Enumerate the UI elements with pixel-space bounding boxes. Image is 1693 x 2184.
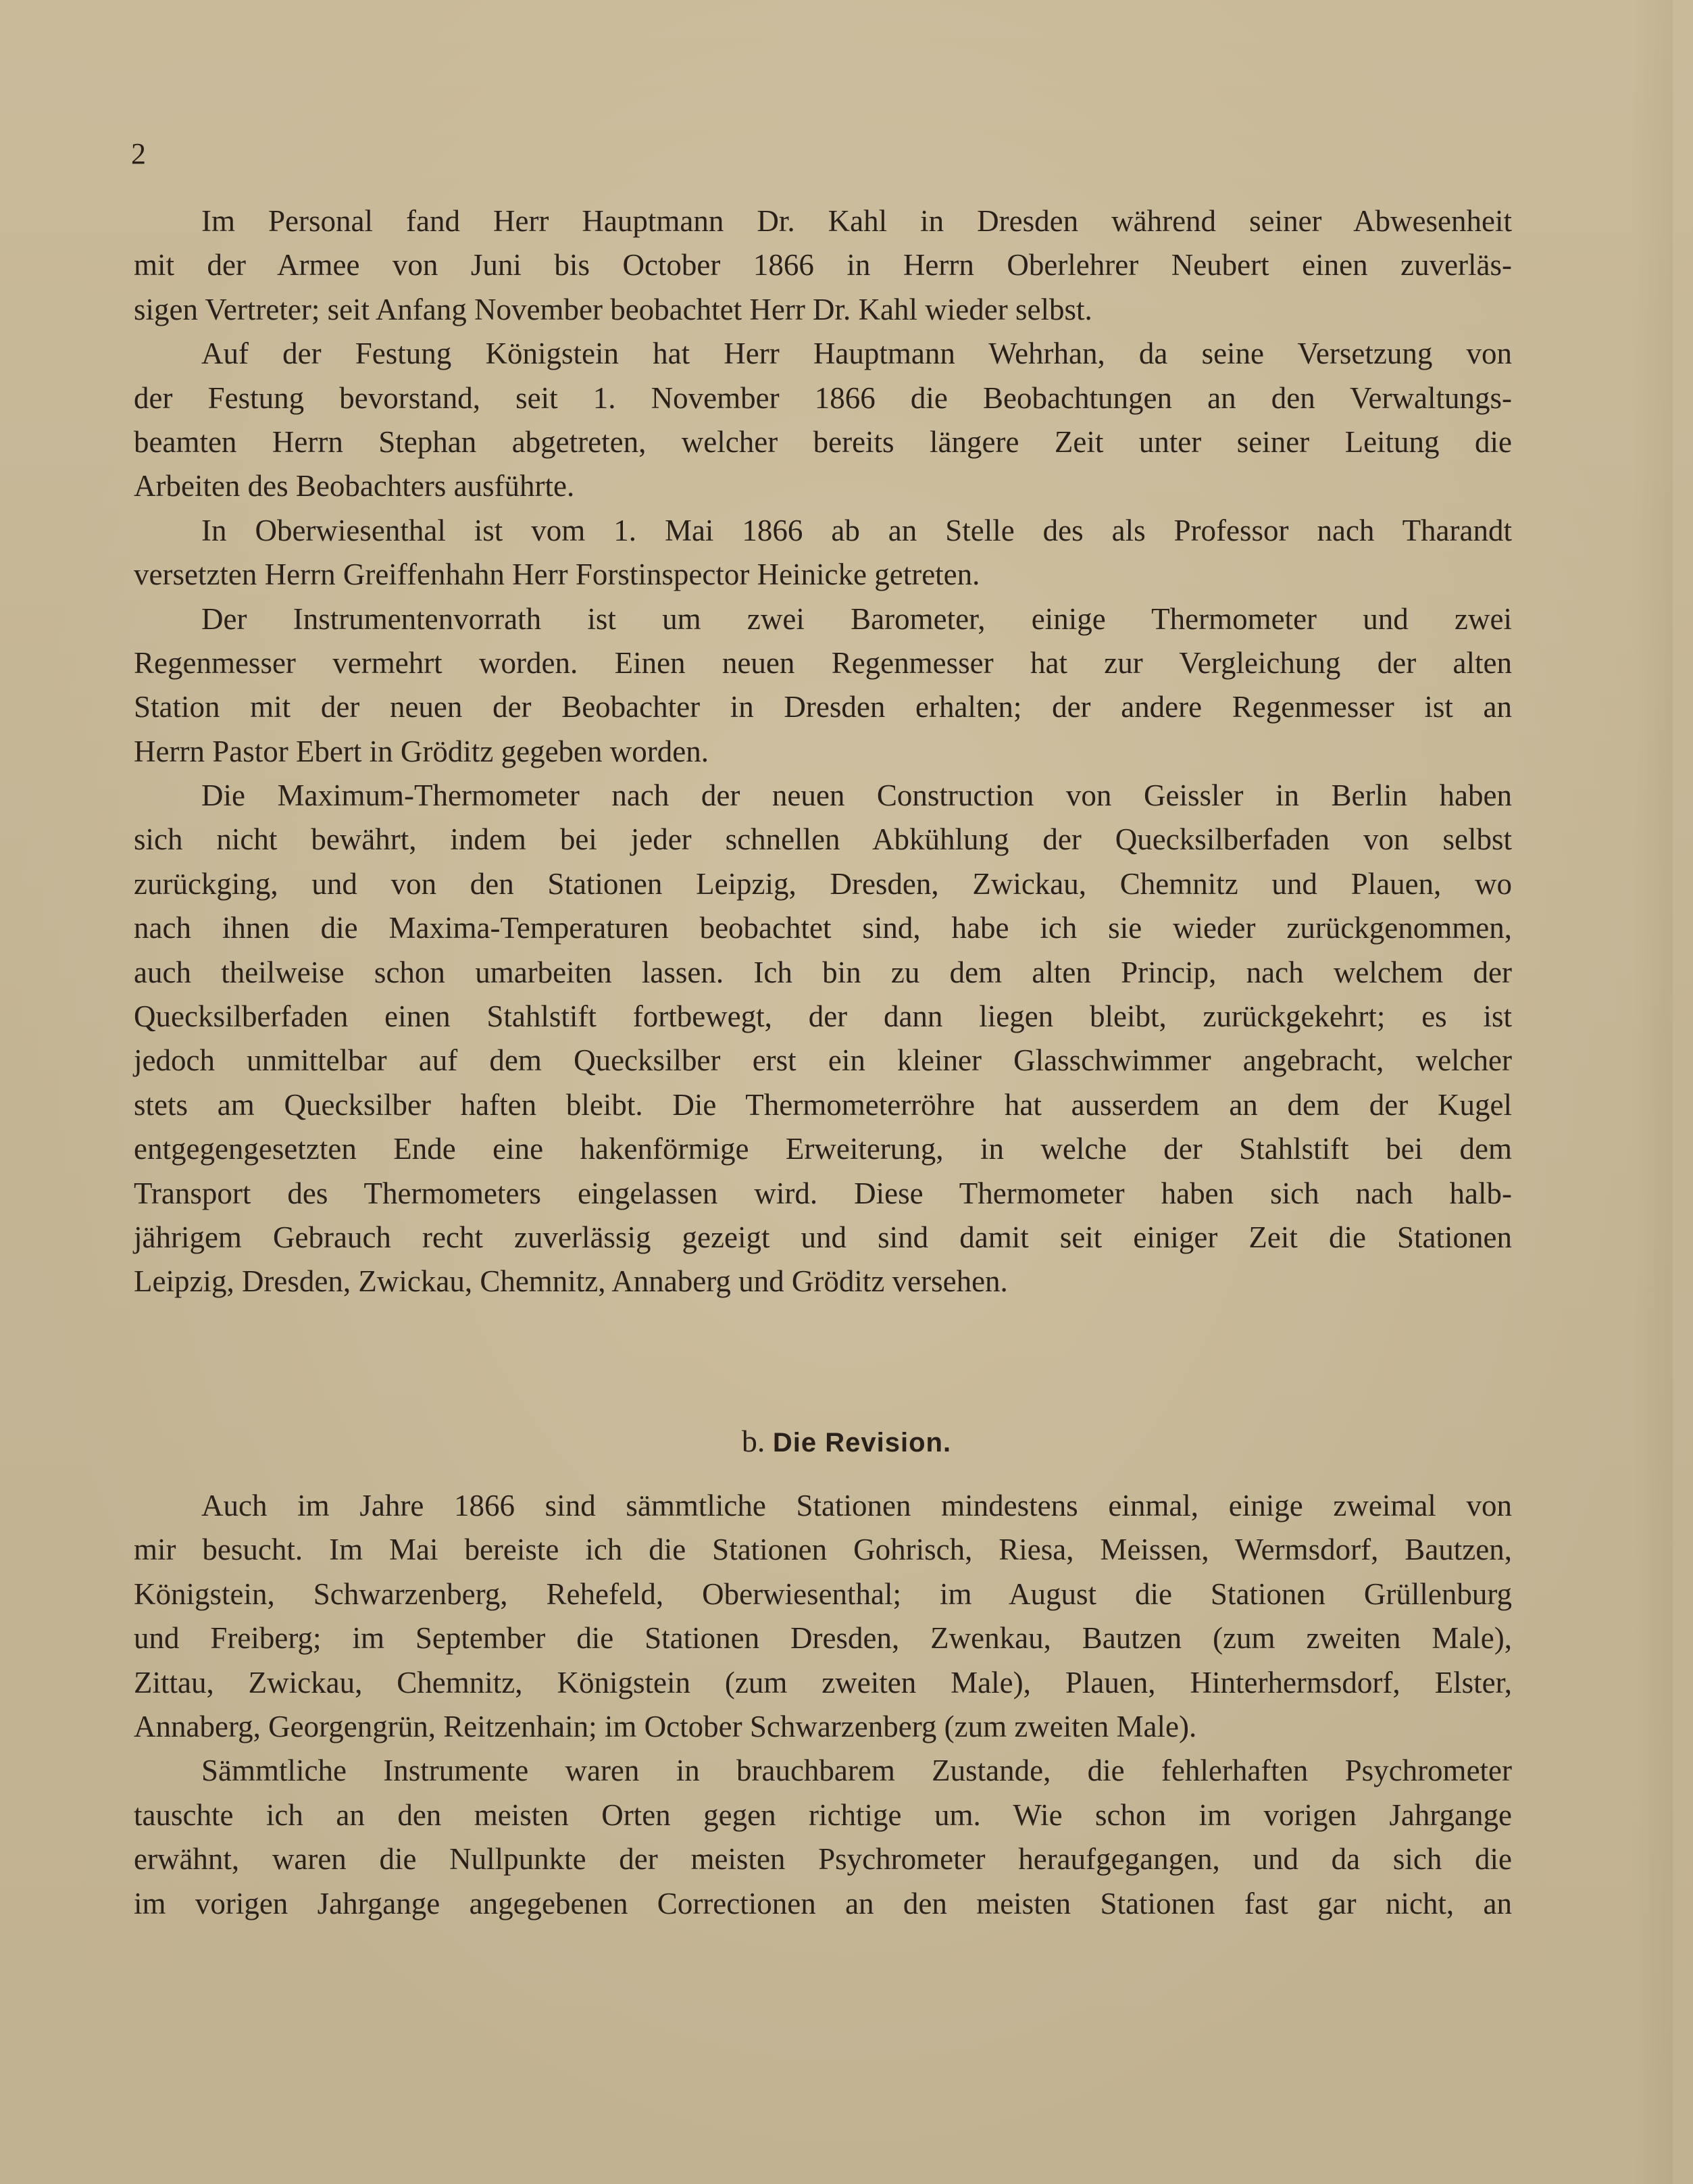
text-line: Station mit der neuen der Beobachter in Dresden erhalten; der andere Regenmesser ist an (134, 690, 1512, 724)
text-line: sich nicht bewährt, indem bei jeder schnellen Abkühlung der Quecksilberfaden von selbst (134, 822, 1512, 857)
section-b-label: b. (741, 1424, 765, 1458)
text-line: auch theilweise schon umarbeiten lassen. Ich bin zu dem alten Princip, nach welchem der (134, 955, 1512, 989)
page-number: 2 (131, 137, 147, 170)
text-line: In Oberwiesenthal ist vom 1. Mai 1866 ab an Stelle des als Professor nach Tharandt (201, 513, 1512, 547)
section-a-text (134, 199, 1512, 1304)
text-line: tauschte ich an den meisten Orten gegen richtige um. Wie schon im vorigen Jahrgange (134, 1797, 1512, 1832)
section-b-text (134, 1484, 1512, 1926)
text-line: Der Instrumentenvorrath ist um zwei Barometer, einige Thermometer und zwei (201, 601, 1512, 636)
text-line: beamten Herrn Stephan abgetreten, welcher bereits längere Zeit unter seiner Leitung die (134, 424, 1512, 459)
text-line: Arbeiten des Beobachters ausführte. (134, 469, 575, 503)
text-line: Die Maximum-Thermometer nach der neuen Construction von Geissler in Berlin haben (201, 778, 1512, 813)
text-line: mir besucht. Im Mai bereiste ich die Stationen Gohrisch, Riesa, Meissen, Wermsdorf, Bautzen, (134, 1533, 1512, 1567)
text-line: zurückging, und von den Stationen Leipzig, Dresden, Zwickau, Chemnitz und Plauen, wo (134, 866, 1512, 901)
section-b-heading (0, 1419, 1693, 1465)
text-line: Im Personal fand Herr Hauptmann Dr. Kahl in Dresden während seiner Abwesenheit (201, 204, 1512, 238)
text-line: Herrn Pastor Ebert in Gröditz gegeben worden. (134, 734, 709, 768)
text-line: Auf der Festung Königstein hat Herr Hauptmann Wehrhan, da seine Versetzung von (201, 337, 1512, 371)
text-line: Sämmtliche Instrumente waren in brauchbarem Zustande, die fehlerhaften Psychrometer (201, 1754, 1512, 1788)
text-line: Zittau, Zwickau, Chemnitz, Königstein (zum zweiten Male), Plauen, Hinterhermsdorf, Elster, (134, 1665, 1512, 1699)
text-line: mit der Armee von Juni bis October 1866 in Herrn Oberlehrer Neubert einen zuverläs- (134, 248, 1512, 282)
text-line: jährigem Gebrauch recht zuverlässig gezeigt und sind damit seit einiger Zeit die Stationen (134, 1220, 1512, 1254)
text-line: Leipzig, Dresden, Zwickau, Chemnitz, Annaberg und Gröditz versehen. (134, 1264, 1008, 1299)
page-edge-shadow (1632, 0, 1673, 2184)
text-line: stets am Quecksilber haften bleibt. Die Thermometerröhre hat ausserdem an dem der Kugel (134, 1087, 1512, 1122)
text-line: jedoch unmittelbar auf dem Quecksilber erst ein kleiner Glasschwimmer angebracht, welcher (134, 1043, 1512, 1078)
text-line: im vorigen Jahrgange angegebenen Correctionen an den meisten Stationen fast gar nicht, an (134, 1886, 1512, 1920)
text-line: sigen Vertreter; seit Anfang November beobachtet Herr Dr. Kahl wieder selbst. (134, 292, 1092, 326)
text-line: der Festung bevorstand, seit 1. November 1866 die Beobachtungen an den Verwaltungs- (134, 380, 1512, 415)
text-line: entgegengesetzten Ende eine hakenförmige Erweiterung, in welche der Stahlstift bei dem (134, 1132, 1512, 1166)
text-line: und Freiberg; im September die Stationen Dresden, Zwenkau, Bautzen (zum zweiten Male), (134, 1621, 1512, 1656)
text-line: Auch im Jahre 1866 sind sämmtliche Stationen mindestens einmal, einige zweimal von (201, 1489, 1512, 1522)
text-line: Quecksilberfaden einen Stahlstift fortbewegt, der dann liegen bleibt, zurückgekehrt; es ist (134, 999, 1512, 1034)
text-line: erwähnt, waren die Nullpunkte der meisten Psychrometer heraufgegangen, und da sich die (134, 1842, 1512, 1877)
text-line: Annaberg, Georgengrün, Reitzenhain; im October Schwarzenberg (zum zweiten Male). (134, 1709, 1197, 1743)
text-line: Königstein, Schwarzenberg, Rehefeld, Oberwiesenthal; im August die Stationen Grüllenburg (134, 1577, 1512, 1611)
text-line: Transport des Thermometers eingelassen wird. Diese Thermometer haben sich nach halb- (134, 1176, 1512, 1210)
text-line: versetzten Herrn Greiffenhahn Herr Forstinspector Heinicke getreten. (134, 557, 980, 592)
section-b-title: Die Revision. (772, 1428, 952, 1458)
text-line: Regenmesser vermehrt worden. Einen neuen Regenmesser hat zur Vergleichung der alten (134, 645, 1512, 680)
text-line: nach ihnen die Maxima-Temperaturen beobachtet sind, habe ich sie wieder zurückgenommen, (134, 911, 1512, 945)
